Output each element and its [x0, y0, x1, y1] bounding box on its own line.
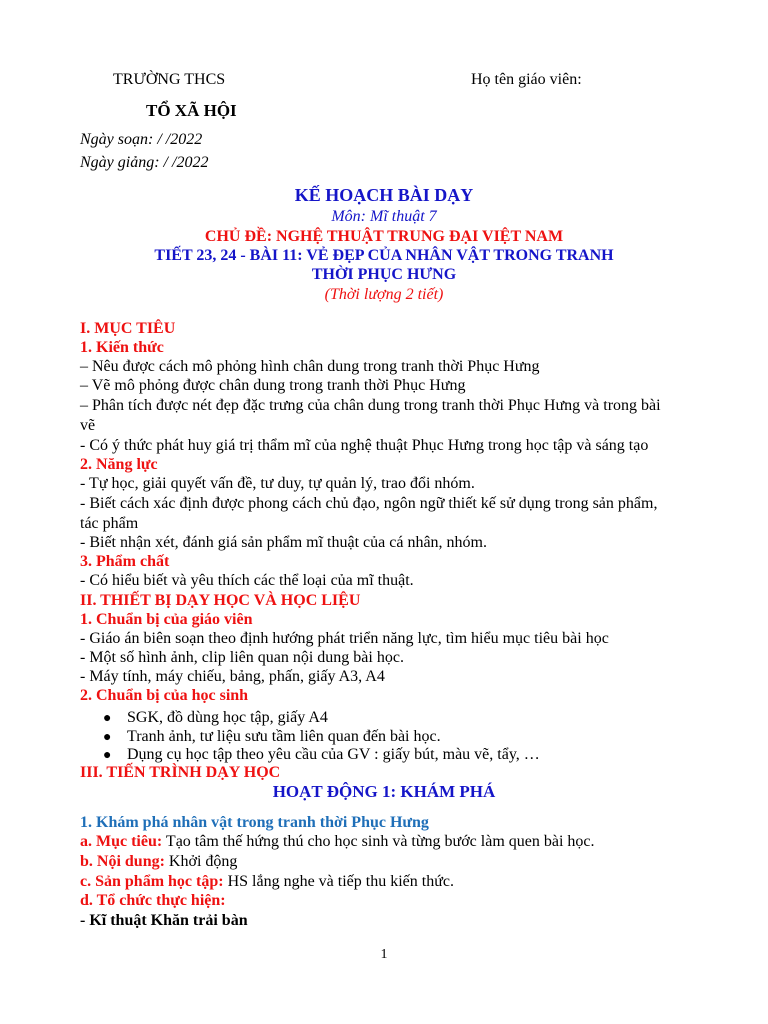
section-heading: II. THIẾT BỊ DẠY HỌC VÀ HỌC LIỆU — [80, 592, 361, 609]
knowledge-line: – Nêu được cách mô phỏng hình chân dung trong tranh thời Phục Hưng — [80, 358, 540, 375]
section-heading: I. MỤC TIÊU — [80, 320, 176, 337]
subsection-heading: 2. Năng lực — [80, 456, 158, 473]
knowledge-line: vẽ — [80, 417, 96, 434]
activity-subheading: 1. Khám phá nhân vật trong tranh thời Phục Hưng — [80, 814, 429, 831]
lesson-line-2: THỜI PHỤC HƯNG — [311, 266, 457, 283]
section-equipment — [80, 591, 700, 705]
quality-line: - Có hiểu biết và yêu thích các thể loại của mĩ thuật. — [80, 572, 414, 589]
bullet-text: Dụng cụ học tập theo yêu cầu của GV : giấy bút, màu vẽ, tẩy, … — [127, 746, 540, 763]
teacher-prep-line: - Giáo án biên soạn theo định hướng phát triển năng lực, tìm hiểu mục tiêu bài học — [80, 630, 609, 647]
technique-line: - Kĩ thuật Khăn trải bàn — [80, 912, 248, 929]
bullet-icon: ● — [103, 748, 112, 763]
teacher-prep-line: - Máy tính, máy chiếu, bảng, phấn, giấy A3, A4 — [80, 668, 385, 685]
bullet-item — [103, 727, 441, 747]
section-objectives — [80, 319, 700, 590]
bullet-item — [103, 708, 328, 728]
teach-date: Ngày giảng: / /2022 — [80, 154, 209, 171]
knowledge-line: - Có ý thức phát huy giá trị thẩm mĩ của nghệ thuật Phục Hưng trong học tập và sáng tạo — [80, 437, 649, 454]
competence-line: - Biết nhận xét, đánh giá sản phẩm mĩ thuật của cá nhân, nhóm. — [80, 534, 487, 551]
section-heading: III. TIẾN TRÌNH DẠY HỌC — [80, 764, 281, 781]
lesson-line-1: TIẾT 23, 24 - BÀI 11: VẺ ĐẸP CỦA NHÂN VẬT TRONG TRANH — [154, 247, 614, 264]
page-number: 1 — [380, 947, 388, 962]
bullet-icon: ● — [103, 711, 112, 726]
item-text: HS lắng nghe và tiếp thu kiến thức. — [223, 873, 454, 890]
item-label: c. Sản phẩm học tập: — [80, 873, 224, 890]
organization-item: d. Tổ chức thực hiện: — [80, 892, 226, 909]
bullet-icon: ● — [103, 730, 112, 745]
bullet-item — [103, 745, 540, 765]
subject-line: Môn: Mĩ thuật 7 — [331, 208, 437, 225]
subsection-heading: 2. Chuẩn bị của học sinh — [80, 687, 249, 704]
school-name: TRƯỜNG THCS — [113, 71, 226, 88]
knowledge-line: – Vẽ mô phỏng được chân dung trong tranh thời Phục Hưng — [80, 377, 466, 394]
item-label: b. Nội dung: — [80, 853, 165, 870]
competence-line: - Biết cách xác định được phong cách chủ đạo, ngôn ngữ thiết kế sử dụng trong sản phẩm, — [80, 495, 658, 512]
content-item — [80, 852, 237, 871]
plan-title: KẾ HOẠCH BÀI DẠY — [294, 185, 474, 205]
competence-line: - Tự học, giải quyết vấn đề, tư duy, tự quản lý, trao đổi nhóm. — [80, 475, 475, 492]
bullet-text: Tranh ảnh, tư liệu sưu tầm liên quan đến bài học. — [127, 728, 441, 745]
item-text: Khởi động — [164, 853, 238, 870]
objective-item — [80, 832, 595, 851]
item-text: Tạo tâm thế hứng thú cho học sinh và từng bước làm quen bài học. — [162, 833, 595, 850]
product-item — [80, 872, 454, 891]
prep-date: Ngày soạn: / /2022 — [80, 131, 203, 148]
knowledge-line: – Phân tích được nét đẹp đặc trưng của chân dung trong tranh thời Phục Hưng và trong bài — [80, 397, 661, 414]
competence-line: tác phẩm — [80, 515, 139, 532]
subsection-heading: 1. Chuẩn bị của giáo viên — [80, 611, 253, 628]
bullet-text: SGK, đồ dùng học tập, giấy A4 — [127, 709, 328, 726]
activity-title: HOẠT ĐỘNG 1: KHÁM PHÁ — [272, 782, 496, 801]
duration-line: (Thời lượng 2 tiết) — [324, 286, 444, 303]
topic-line: CHỦ ĐỀ: NGHỆ THUẬT TRUNG ĐẠI VIỆT NAM — [204, 228, 564, 245]
item-label: a. Mục tiêu: — [80, 833, 163, 850]
subsection-heading: 1. Kiến thức — [80, 339, 164, 356]
teacher-prep-line: - Một số hình ảnh, clip liên quan nội dung bài học. — [80, 649, 404, 666]
subsection-heading: 3. Phẩm chất — [80, 553, 170, 570]
teacher-name-label: Họ tên giáo viên: — [471, 71, 582, 88]
department-name: TỔ XÃ HỘI — [146, 101, 237, 120]
